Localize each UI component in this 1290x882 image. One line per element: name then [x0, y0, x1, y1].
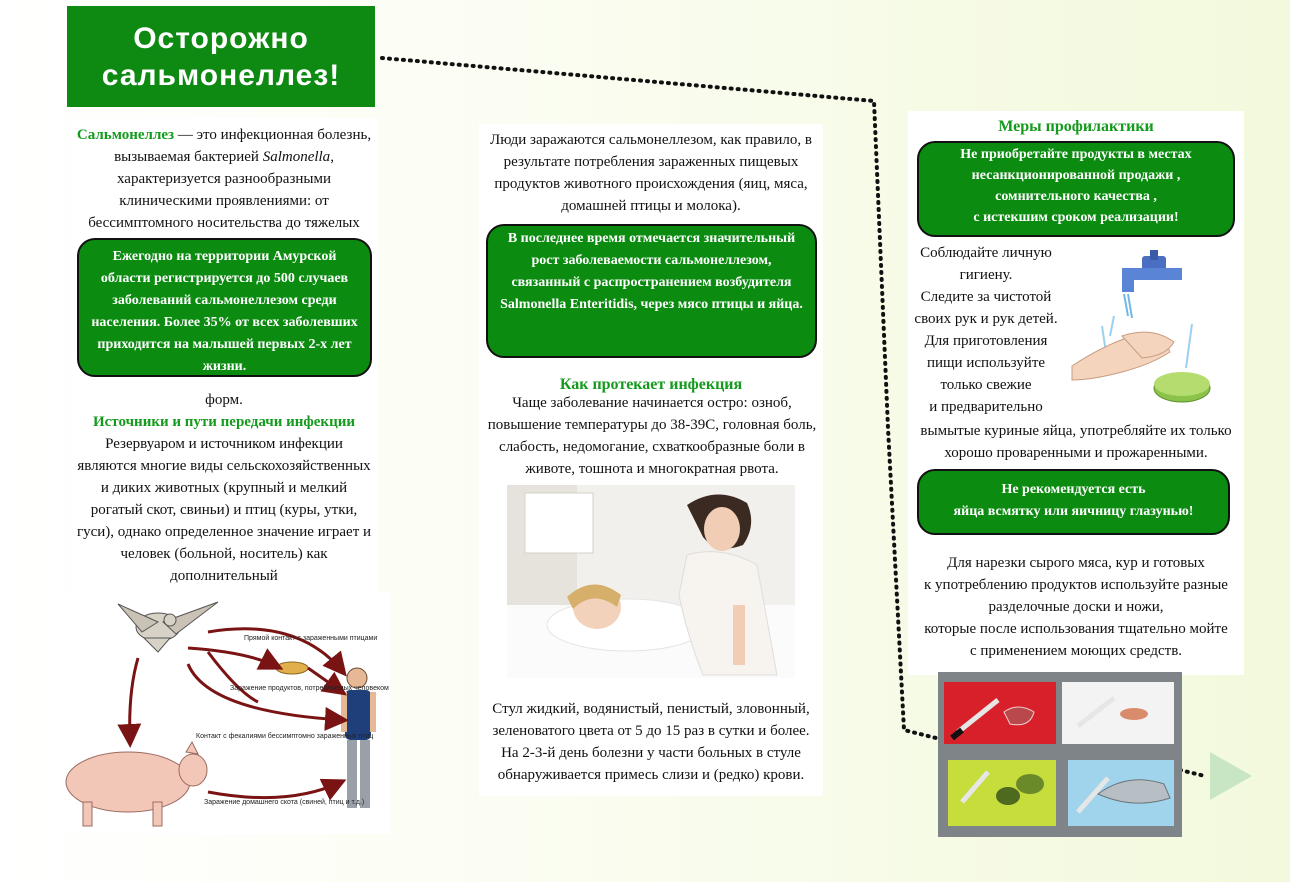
eggs-warning-line-1: Не рекомендуется есть — [1001, 482, 1146, 497]
hygiene-line-8: и предварительно — [929, 399, 1043, 415]
boards-line-2: к употреблению продуктов используйте разные — [924, 577, 1228, 593]
hygiene-text — [910, 242, 1062, 418]
prevention-heading: Меры профилактики — [998, 118, 1154, 135]
intro-rest-1: — это инфекционная болезнь, вызываемая бактерией — [114, 127, 372, 165]
sources-text: Резервуаром и источником инфекции являются многие виды сельскохозяйственных и диких животных (крупный и мелкий рогатый скот, свиньи) и птиц (куры, утки, гуси), однако определенное значение играет и человек (больной, носитель) как дополнительный — [76, 436, 372, 584]
buy-warning-line-4: с истекшим сроком реализации! — [973, 210, 1179, 225]
hygiene-line-1: Соблюдайте личную — [920, 245, 1052, 261]
hygiene-line-7: только свежие — [940, 377, 1032, 393]
eggs-text: вымытые куриные яйца, употребляйте их только хорошо проваренными и прожаренными. — [920, 423, 1232, 461]
hygiene-line-3: Следите за чистотой — [920, 289, 1052, 305]
infection-heading: Как протекает инфекция — [559, 376, 743, 393]
cutting-boards-photo — [938, 672, 1182, 837]
hygiene-line-5: Для приготовления — [924, 333, 1048, 349]
buy-warning-box — [917, 141, 1235, 237]
boards-text — [908, 552, 1244, 662]
handwash-icon — [1062, 246, 1232, 412]
diagram-label-4: Заражение домашнего скота (свиней, птиц и т.д.) — [204, 799, 365, 806]
transmission-diagram — [58, 592, 390, 834]
stats-text: Ежегодно на территории Амурской области регистрируется до 500 случаев заболеваний сальмонеллезом среди населения. Более 35% от всех заболевших приходится на малышей первых 2-х лет жизни. — [91, 249, 358, 374]
eggs-warning-line-2: яйца всмятку или яичницу глазунью! — [953, 504, 1194, 519]
hygiene-line-2: гигиену. — [959, 267, 1013, 283]
page-title — [67, 6, 375, 107]
sources-heading: Источники и пути передачи инфекции — [92, 414, 356, 430]
hygiene-line-4: своих рук и рук детей. — [914, 311, 1058, 327]
sick-child-photo — [507, 485, 795, 678]
stats-box — [77, 238, 372, 377]
growth-text: В последнее время отмечается значительный рост заболеваемости сальмонеллезом, связанный с распространением возбудителя Salmonella Enteritidis, через мясо птицы и яйца. — [500, 231, 803, 312]
boards-line-1: Для нарезки сырого мяса, кур и готовых — [947, 555, 1205, 571]
term-salmonellosis: Сальмонеллез — [76, 127, 175, 143]
intro-italic: Salmonella — [262, 149, 331, 165]
forms-text: форм. — [205, 392, 243, 408]
growth-box — [486, 224, 817, 358]
eggs-warning-box — [917, 469, 1230, 535]
diagram-label-3: Контакт с фекалиями бессимптомно зараженных птиц — [196, 733, 374, 740]
col2-intro: Люди заражаются сальмонеллезом, как правило, в результате потребления зараженных пищевых продуктов животного происхождения (яиц, мяса, домашней птицы и молока). — [490, 132, 812, 214]
intro-rest-2: , характеризуется разнообразными клиническими проявлениями: от бессимптомного носительства до тяжелых — [88, 149, 360, 231]
bread-icon — [276, 662, 308, 674]
intro-text — [74, 124, 374, 234]
infection-text: Чаще заболевание начинается остро: озноб, повышение температуры до 38-39С, головная боль, слабость, недомогание, схваткообразные боли в животе, тошнота и многократная рвота. — [487, 395, 817, 477]
buy-warning-line-3: сомнительного качества , — [995, 189, 1157, 204]
diagram-label-2: Заражение продуктов, потребляемых человеком — [230, 685, 389, 692]
boards-line-3: разделочные доски и ножи, — [988, 599, 1164, 615]
buy-warning-line-2: несанкционированной продажи , — [971, 168, 1181, 183]
title-line1: Осторожно — [133, 21, 309, 55]
buy-warning-line-1: Не приобретайте продукты в местах — [960, 147, 1192, 162]
arrow-next-icon — [1210, 752, 1252, 800]
stool-text: Стул жидкий, водянистый, пенистый, зловонный, зеленоватого цвета от 5 до 15 раз в сутки и более. На 2-3-й день болезни у части больных в стуле обнаруживается примесь слизи и (редко) крови. — [492, 701, 810, 783]
boards-line-5: с применением моющих средств. — [969, 643, 1183, 659]
diagram-label-1: Прямой контакт с зараженными птицами — [244, 635, 378, 642]
boards-line-4: которые после использования тщательно мойте — [924, 621, 1228, 637]
title-line2: сальмонеллез! — [101, 58, 341, 92]
hygiene-line-6: пищи используйте — [926, 355, 1046, 371]
